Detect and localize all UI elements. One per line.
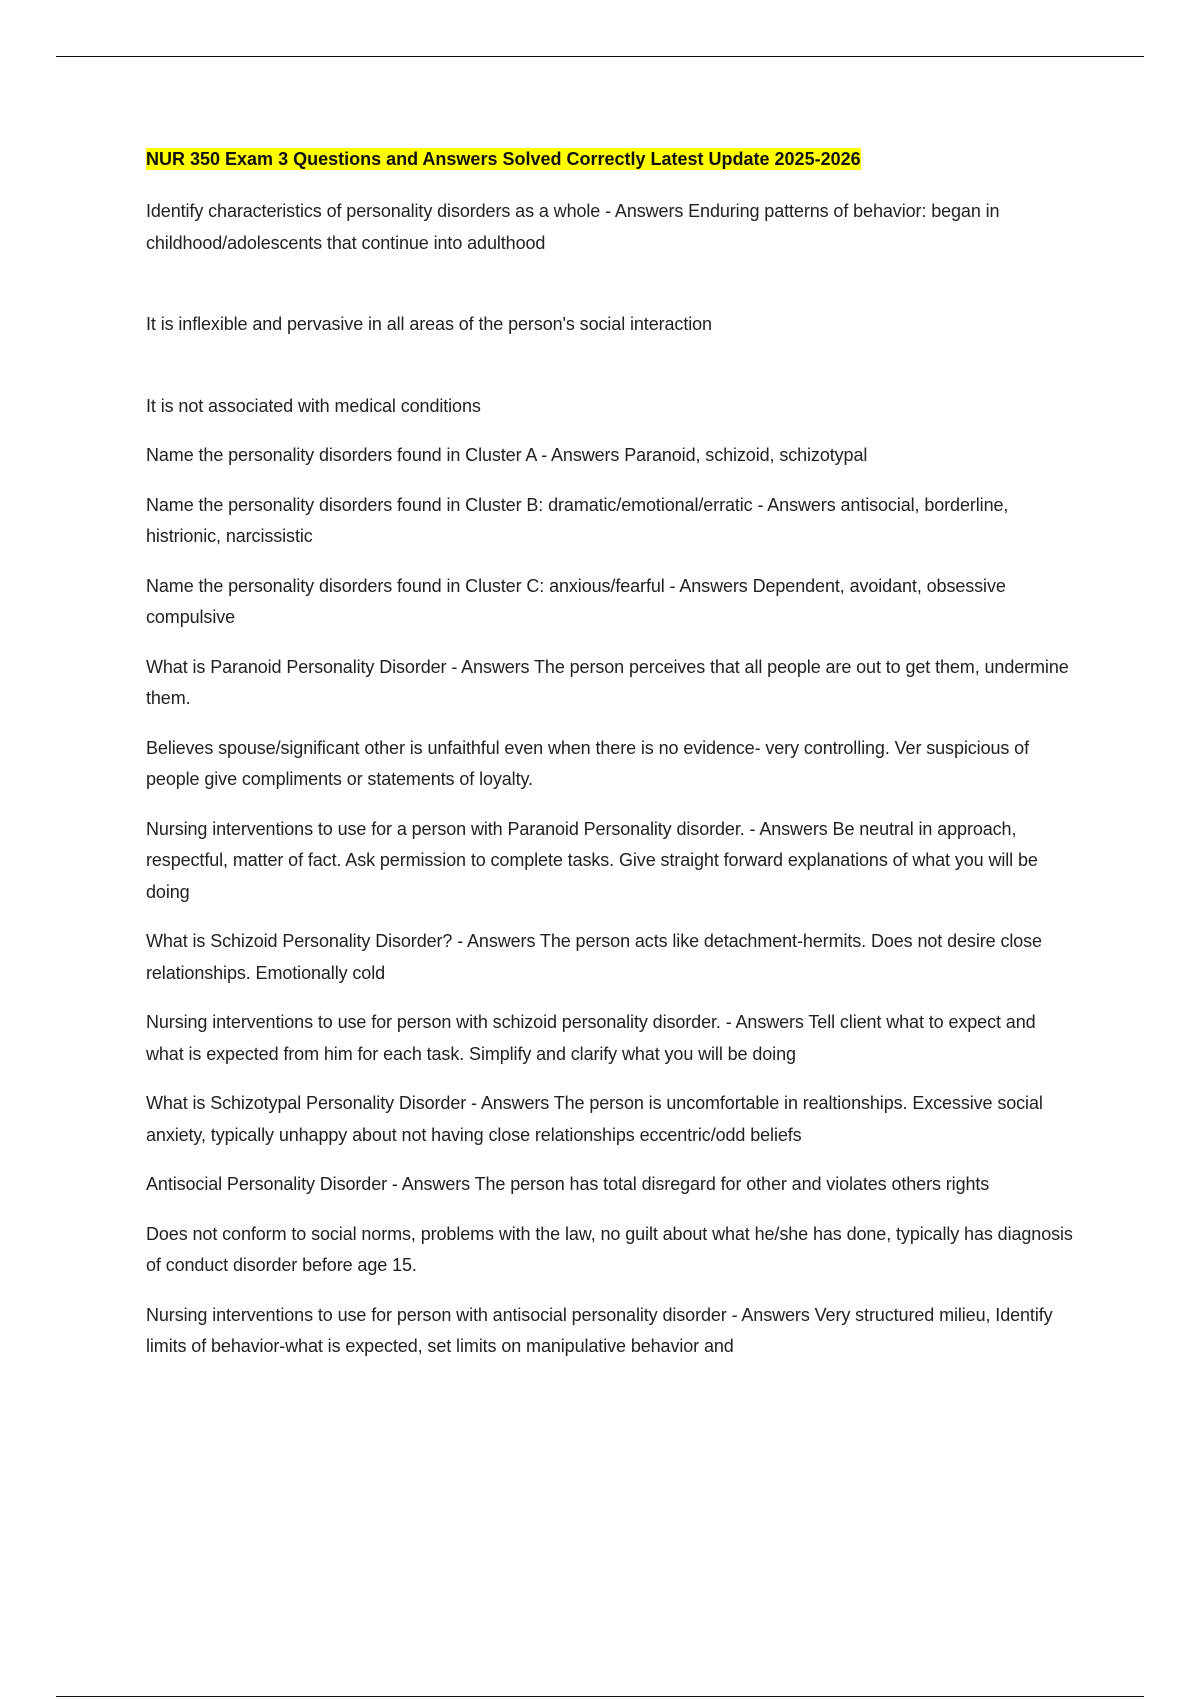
paragraph-9: Nursing interventions to use for a person with Paranoid Personality disorder. - Answers Be neutral in approach, respectful, matter of fact. Ask permission to complete tasks. Give straight forward explanations of what you will be doing	[146, 818, 1038, 902]
paragraph-1: Identify characteristics of personality disorders as a whole - Answers Enduring patterns of behavior: began in childhood/adolescents that continue into adulthood	[146, 201, 1000, 253]
footer-rule	[56, 1696, 1144, 1697]
document-body	[146, 146, 1076, 1381]
document-title: NUR 350 Exam 3 Questions and Answers Solved Correctly Latest Update 2025-2026	[146, 149, 861, 169]
paragraph-4: Name the personality disorders found in Cluster A - Answers Paranoid, schizoid, schizotypal	[146, 445, 868, 465]
paragraph-8: Believes spouse/significant other is unfaithful even when there is no evidence- very controlling. Ver suspicious of people give compliments or statements of loyalty.	[146, 737, 1029, 789]
paragraph-14: Does not conform to social norms, problems with the law, no guilt about what he/she has done, typically has diagnosis of conduct disorder before age 15.	[146, 1223, 1073, 1275]
paragraph-5: Name the personality disorders found in Cluster B: dramatic/emotional/erratic - Answers antisocial, borderline, histrionic, narcissistic	[146, 494, 1009, 546]
paragraph-6: Name the personality disorders found in Cluster C: anxious/fearful - Answers Dependent, avoidant, obsessive compulsive	[146, 575, 1006, 627]
paragraph-13: Antisocial Personality Disorder - Answers The person has total disregard for other and violates others rights	[146, 1174, 990, 1194]
paragraph-10: What is Schizoid Personality Disorder? - Answers The person acts like detachment-hermits. Does not desire close relationships. Emotionally cold	[146, 931, 1042, 983]
paragraph-3: It is not associated with medical conditions	[146, 395, 481, 416]
paragraph-11: Nursing interventions to use for person with schizoid personality disorder. - Answers Tell client what to expect and what is expected from him for each task. Simplify and clarify what you will be doing	[146, 1012, 1036, 1064]
title-block	[146, 146, 1076, 172]
paragraph-12: What is Schizotypal Personality Disorder - Answers The person is uncomfortable in realtionships. Excessive social anxiety, typically unhappy about not having close relationships eccentric/odd beliefs	[146, 1093, 1043, 1145]
paragraph-7: What is Paranoid Personality Disorder - Answers The person perceives that all people are out to get them, undermine them.	[146, 656, 1069, 708]
paragraph-15: Nursing interventions to use for person with antisocial personality disorder - Answers Very structured milieu, Identify limits of behavior-what is expected, set limits on manipulative behavior and	[146, 1304, 1053, 1356]
header-rule	[56, 56, 1144, 57]
paragraph-2: It is inflexible and pervasive in all areas of the person's social interaction	[146, 314, 712, 334]
